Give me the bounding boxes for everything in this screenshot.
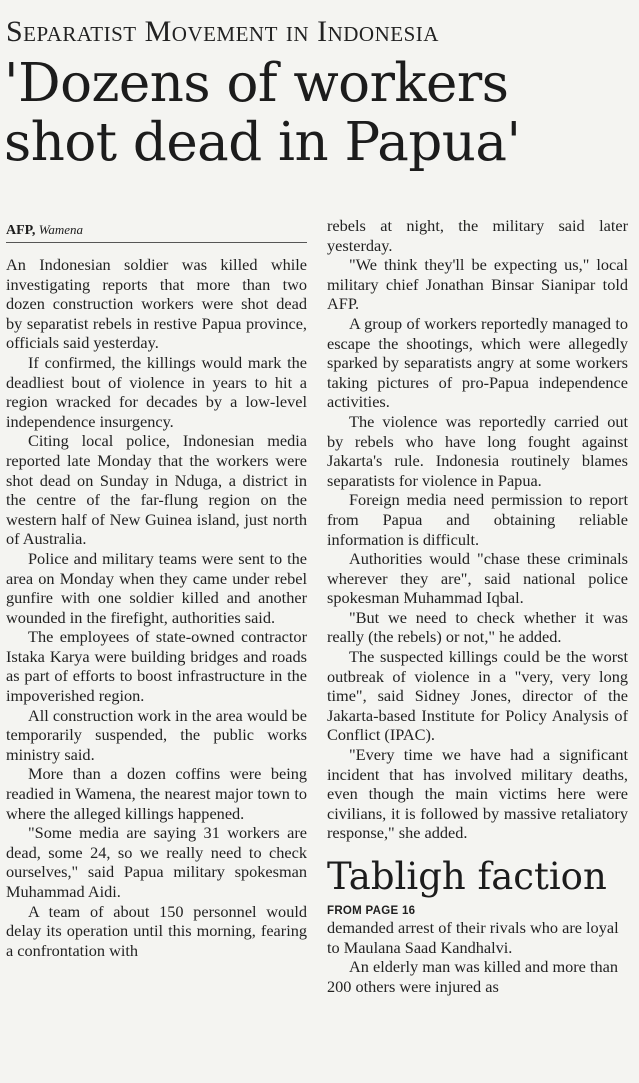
continuation-label: FROM PAGE 16 bbox=[327, 905, 416, 917]
paragraph: "Some media are saying 31 workers are dead, some 24, so we really need to check ourselves," said Papua military spokesman Muhammad Aidi. bbox=[6, 823, 307, 901]
paragraph: Police and military teams were sent to the area on Monday when they came under rebel gunfire with one soldier killed and another wounded in the firefight, authorities said. bbox=[6, 548, 307, 627]
paragraph: Foreign media need permission to report from Papua and obtaining reliable information is difficult. bbox=[327, 490, 628, 549]
paragraph: More than a dozen coffins were being readied in Wamena, the nearest major town to where the alleged killings happened. bbox=[6, 764, 307, 823]
paragraph: "We think they'll be expecting us," local military chief Jonathan Binsar Sianipar told AFP. bbox=[327, 255, 628, 314]
byline-place: Wamena bbox=[38, 222, 83, 237]
section-kicker: Separatist Movement in Indonesia bbox=[6, 15, 439, 48]
paragraph: If confirmed, the killings would mark the deadliest bout of violence in years to hit a region wracked for decades by a low-level independence insurgency. bbox=[6, 352, 307, 431]
byline-agency: AFP, bbox=[6, 223, 36, 238]
paragraph: A team of about 150 personnel would delay its operation until this morning, fearing a confrontation with bbox=[6, 901, 307, 960]
paragraph: "Every time we have had a significant incident that has involved military deaths, even though the main victims here were civilians, it is followed by massive retaliatory response," she added. bbox=[327, 745, 628, 843]
paragraph: The employees of state-owned contractor Istaka Karya were building bridges and roads as part of efforts to boost infrastructure in the impoverished region. bbox=[6, 627, 307, 706]
paragraph: Citing local police, Indonesian media reported late Monday that the workers were shot dead on Sunday in Nduga, a district in the centre of the far-flung region on the western half of New Guinea island, just north of Australia. bbox=[6, 431, 307, 549]
headline-line-1: 'Dozens of workers bbox=[4, 53, 509, 114]
paragraph: "But we need to check whether it was really (the rebels) or not," he added. bbox=[327, 607, 628, 647]
headline bbox=[4, 54, 636, 172]
article-column-left bbox=[6, 218, 307, 960]
byline bbox=[6, 222, 307, 243]
paragraph: An elderly man was killed and more than 200 others were injured as bbox=[327, 957, 619, 996]
paragraph: The violence was reportedly carried out by rebels who have long fought against Jakarta's rule. Indonesia routinely blames separatists for violence in Papua. bbox=[327, 411, 628, 490]
article-column-right bbox=[327, 216, 628, 996]
paragraph: An Indonesian soldier was killed while investigating reports that more than two dozen construction workers were shot dead by separatist rebels in restive Papua province, officials said yesterday. bbox=[6, 255, 307, 353]
paragraph: A group of workers reportedly managed to escape the shootings, which were allegedly sparked by separatists angry at some workers taking pictures of pro-Papua independence activities. bbox=[327, 313, 628, 412]
headline-line-2: shot dead in Papua' bbox=[4, 112, 521, 173]
paragraph: demanded arrest of their rivals who are loyal to Maulana Saad Kandhalvi. bbox=[327, 918, 619, 957]
paragraph: rebels at night, the military said later yesterday. bbox=[327, 216, 628, 255]
paragraph: The suspected killings could be the worst outbreak of violence in a "very, very long time", said Sidney Jones, director of the Jakarta-based Institute for Policy Analysis of Conflict (IPAC). bbox=[327, 647, 628, 745]
second-story-headline: Tabligh faction bbox=[327, 855, 607, 898]
paragraph: All construction work in the area would be temporarily suspended, the public works ministry said. bbox=[6, 705, 307, 764]
paragraph: Authorities would "chase these criminals wherever they are", said national police spokesman Muhammad Iqbal. bbox=[327, 549, 628, 608]
